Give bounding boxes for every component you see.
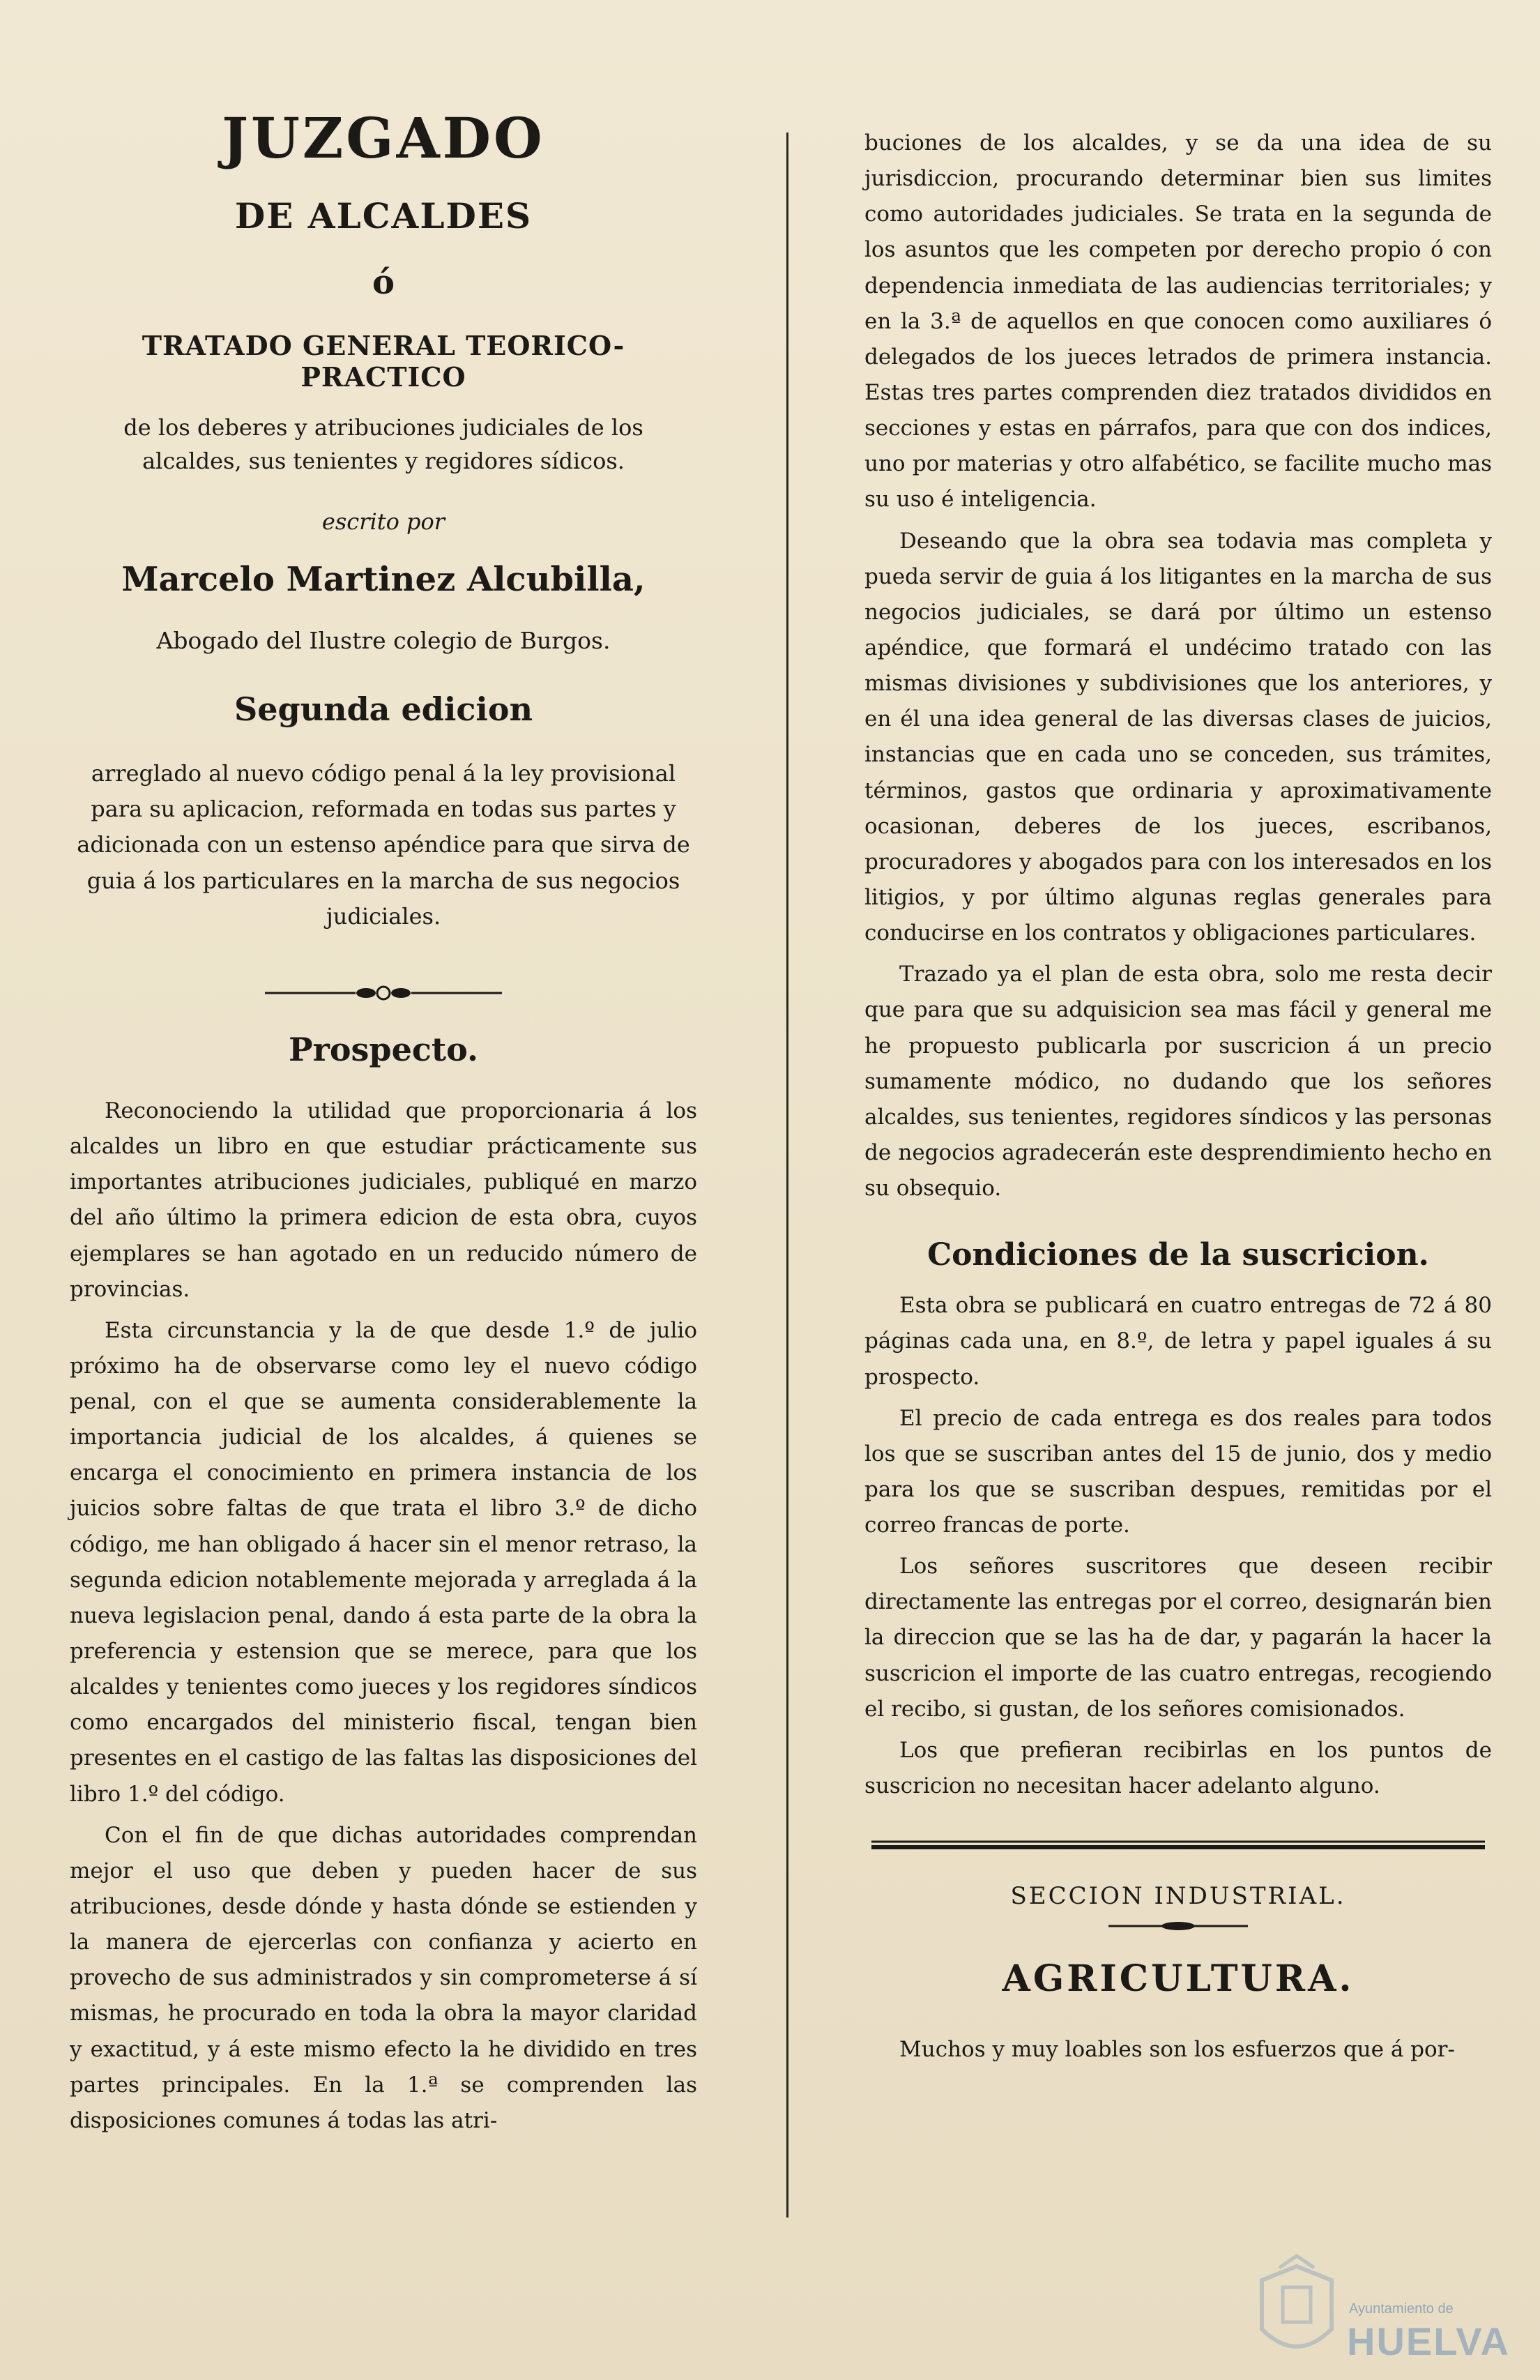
- section-label: SECCION INDUSTRIAL.: [1010, 1882, 1346, 1911]
- paragraph: Trazado ya el plan de esta obra, solo me resta decir que para que su adquisicion sea mas fácil y general me he propuesto publicarla por suscricion á un precio sumamente módico, no dudando que los señores alcaldes, sus tenientes, regidores síndicos y las personas de negocios agradecerán este desprendimiento hecho en su obsequio.: [864, 962, 1492, 1202]
- prospecto-heading: Prospecto.: [289, 1030, 478, 1068]
- small-ornament-divider: [1108, 1920, 1248, 1932]
- treatise-description: de los deberes y atribuciones judiciales de los alcaldes, sus tenientes y regidores sídicos.: [123, 414, 643, 474]
- paragraph: Reconociendo la utilidad que proporcionaria á los alcaldes un libro en que estudiar prácticamente sus importantes atribuciones judiciales, publiqué en marzo del año último la primera edicion de esta obra, cuyos ejemplares se han agotado en un reducido número de provincias.: [70, 1098, 697, 1302]
- paragraph: Con el fin de que dichas autoridades comprendan mejor el uso que deben y pueden hacer de sus atribuciones, desde dónde y hasta dónde se estienden y la manera de ejercerlas con confianza y acierto en provecho de sus administrados y sin comprometerse á sí mismas, he procurado en toda la obra la mayor claridad y exactitud, y á este mismo efecto la he dividido en tres partes principales. En la 1.ª se comprenden las disposiciones comunes á todas las atri-: [70, 1822, 697, 2133]
- treatise-title: TRATADO GENERAL TEORICO-PRACTICO: [142, 330, 625, 393]
- paragraph: El precio de cada entrega es dos reales para todos los que se suscriban antes del 15 de junio, dos y medio para los que se suscriban despues, remitidas por el correo francas de porte.: [864, 1405, 1492, 1538]
- watermark-city: HUELVA: [1347, 2319, 1510, 2363]
- paragraph: Muchos y muy loables son los esfuerzos que á por-: [899, 2037, 1455, 2063]
- left-column: [70, 105, 697, 2139]
- byline-label: escrito por: [321, 508, 445, 535]
- edition-title: Segunda edicion: [234, 690, 533, 728]
- paragraph: Los señores suscritores que deseen recibir directamente las entregas por el correo, designarán bien la direccion que se las ha de dar, y pagarán la hacer la suscricion el importe de las cuatro entregas, recogiendo el recibo, si gustan, de los señores comisionados.: [864, 1554, 1492, 1722]
- author-name: Marcelo Martinez Alcubilla,: [121, 560, 646, 599]
- paragraph: buciones de los alcaldes, y se da una idea de su jurisdiccion, procurando determinar bien sus limites como autoridades judiciales. Se trata en la segunda de los asuntos que les competen por derecho propio ó con dependencia inmediata de las audiencias territoriales; y en la 3.ª de aquellos en que conocen como auxiliares ó delegados de los jueces letrados de primera instancia. Estas tres partes comprenden diez tratados divididos en secciones y estas en párrafos, para que con dos indices, uno por materias y otro alfabético, se facilite mucho mas su uso é inteligencia.: [864, 130, 1492, 513]
- column-divider: [786, 132, 788, 2218]
- watermark-caption: Ayuntamiento de: [1349, 2301, 1454, 2317]
- title-conjunction: ó: [372, 263, 395, 302]
- ornament-divider: [265, 983, 502, 1003]
- paragraph: Deseando que la obra sea todavia mas completa y pueda servir de guia á los litigantes en la marcha de sus negocios judiciales, se dará por último un estenso apéndice, que formará el undécimo tratado con las mismas divisiones y subdivisiones que los anteriores, y en él una idea general de las diversas clases de juicios, instancias que en cada uno se conceden, sus trámites, términos, gastos que ordinaria y aproximativamente ocasionan, deberes de los jueces, escribanos, procuradores y abogados para con los interesados en los litigios, y por último algunas reglas generales para conducirse en los contratos y obligaciones particulares.: [864, 528, 1492, 946]
- right-column: [864, 126, 1492, 2068]
- prospecto-body-left: [70, 1093, 697, 2139]
- double-rule-divider: [871, 1837, 1485, 1853]
- paragraph: Esta circunstancia y la de que desde 1.º de julio próximo ha de observarse como ley el nuevo código penal, con el que se aumenta considerablemente la importancia judicial de los alcaldes, á quienes se encarga el conocimiento en primera instancia de los juicios sobre faltas de que trata el libro 3.º de dicho código, me han obligado á hacer sin el menor retraso, la segunda edicion notablemente mejorada y arreglada á la nueva legislacion penal, dando á esta parte de la obra la preferencia y estension que se merece, para que los alcaldes y tenientes como jueces y los regidores síndicos como encargados del ministerio fiscal, tengan bien presentes en el castigo de las faltas las disposiciones del libro 1.º del código.: [70, 1317, 697, 1807]
- page-title: JUZGADO: [222, 105, 545, 171]
- condiciones-heading: Condiciones de la suscricion.: [927, 1237, 1429, 1273]
- paragraph: Los que prefieran recibirlas en los puntos de suscricion no necesitan hacer adelanto alguno.: [864, 1737, 1492, 1799]
- paragraph: Esta obra se publicará en cuatro entregas de 72 á 80 páginas cada una, en 8.º, de letra y papel iguales á su prospecto.: [864, 1293, 1492, 1390]
- page-subtitle: DE ALCALDES: [234, 195, 533, 236]
- agricultura-heading: AGRICULTURA.: [1002, 1957, 1355, 2001]
- author-affiliation: Abogado del Ilustre colegio de Burgos.: [156, 627, 611, 654]
- edition-description: arreglado al nuevo código penal á la ley provisional para su aplicacion, reformada en todas sus partes y adicionada con un estenso apéndice para que sirva de guia á los particulares en la marcha de sus negocios judiciales.: [77, 760, 690, 930]
